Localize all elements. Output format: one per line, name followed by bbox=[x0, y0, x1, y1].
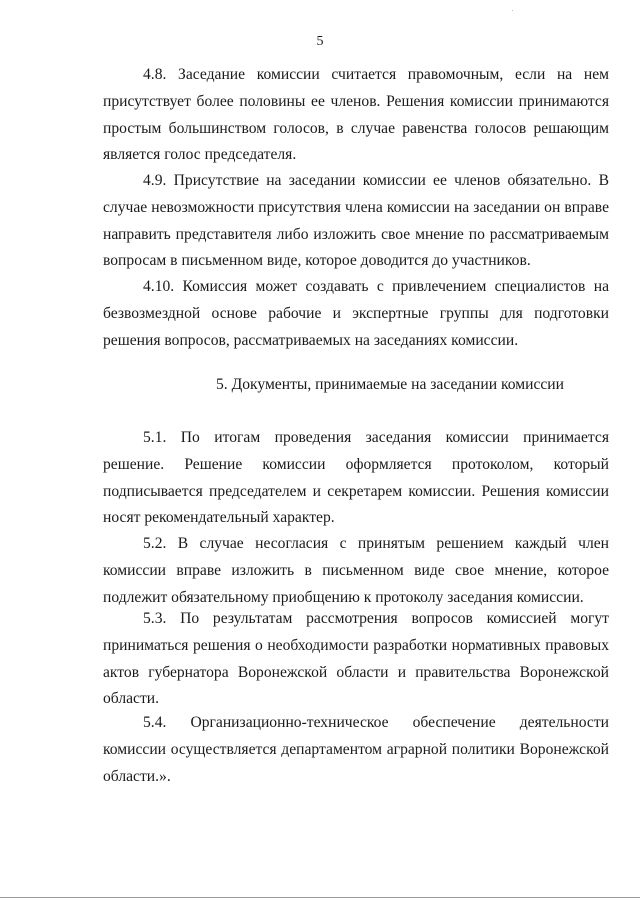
paragraph-5-1: 5.1. По итогам проведения заседания комиссии принимается решение. Решение комиссии оформляется протоколом, который подписывается председателем и секретарем комиссии. Решения комиссии носят рекомендательный характер. bbox=[103, 429, 609, 527]
paragraph-5-2: 5.2. В случае несогласия с принятым решением каждый член комиссии вправе изложить в письменном виде свое мнение, которое подлежит обязательному приобщению к протоколу заседания комиссии. bbox=[103, 535, 609, 606]
scan-speck bbox=[512, 10, 513, 11]
page-bottom-edge bbox=[0, 897, 640, 898]
section-5-heading: 5. Документы, принимаемые на заседании комиссии bbox=[215, 376, 565, 393]
paragraph-4-9: 4.9. Присутствие на заседании комиссии ее членов обязательно. В случае невозможности присутствия члена комиссии на заседании он вправе направить представителя либо изложить свое мнение по рассматриваемым вопросам в письменном виде, которое доводится до участников. bbox=[103, 172, 609, 270]
paragraph-5-3: 5.3. По результатам рассмотрения вопросов комиссией могут приниматься решения о необходимости разработки нормативных правовых актов губернатора Воронежской области и правительства Воронежской области. bbox=[103, 610, 609, 708]
page-number: 5 bbox=[316, 34, 324, 49]
paragraph-4-10: 4.10. Комиссия может создавать с привлечением специалистов на безвозмездной основе рабочие и экспертные группы для подготовки решения вопросов, рассматриваемых на заседаниях комиссии. bbox=[103, 278, 609, 349]
paragraph-5-4: 5.4. Организационно-техническое обеспечение деятельности комиссии осуществляется департаментом аграрной политики Воронежской области.». bbox=[103, 714, 609, 785]
paragraph-4-8: 4.8. Заседание комиссии считается правомочным, если на нем присутствует более половины ее членов. Решения комиссии принимаются простым большинством голосов, в случае равенства голосов решающим является голос председателя. bbox=[103, 66, 609, 164]
